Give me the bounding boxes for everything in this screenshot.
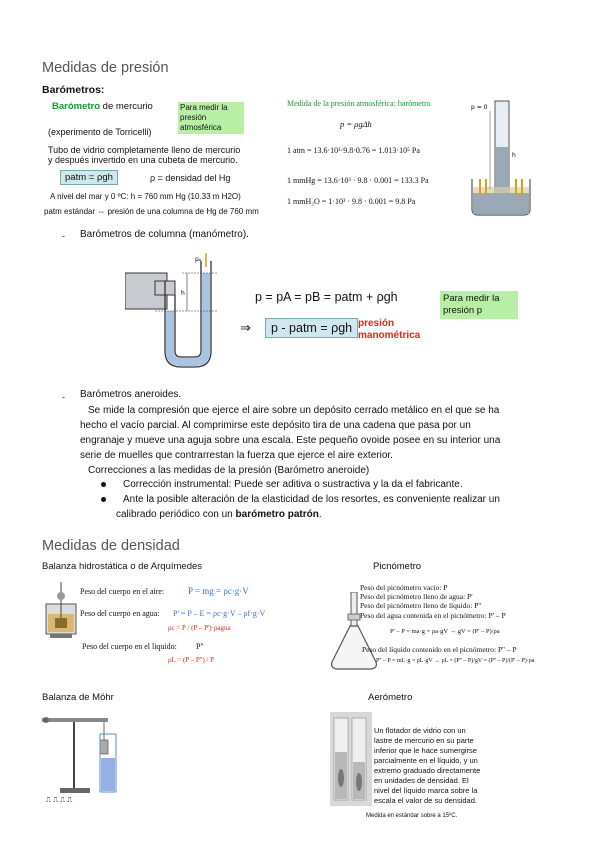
pycno-line-2: Peso del picnómetro lleno de agua: P': [360, 592, 473, 601]
fig-p0-label: p = 0: [471, 104, 488, 111]
formula-patm: patm = ρgh: [60, 170, 118, 185]
correction-2b: calibrado periódico con un barómetro patrón.: [116, 509, 322, 520]
mohr-figure: [40, 714, 130, 804]
water-weight-eq: P' = P – E = ρc·g·V – ρf·g·V: [173, 609, 266, 618]
aneroid-para-1: Se mide la compresión que ejerce el aire sobre un depósito cerrado metálico en el que se ha: [88, 405, 500, 416]
measure-eq-2: 1 atm = 13.6·10³·9.8·0.76 = 1.013·10⁵ Pa: [287, 146, 420, 155]
hydrostatic-figure: [44, 578, 80, 638]
dash-marker: -: [62, 231, 65, 241]
pycno-line-7: P'' – P = mL·g = ρL·gV → ρL = (P'' – P)/gV = (P'' – P)/(P' – P)·ρa: [376, 658, 535, 664]
manometer-eq-1: p = pA = pB = patm + ρgh: [255, 290, 398, 304]
patm-definition: patm estándar ⇔ presión de una columna de Hg de 760 mm: [44, 207, 259, 216]
correction-1: Corrección instrumental: Puede ser aditiva o sustractiva y la da el fabricante.: [123, 479, 463, 490]
aero-desc-line: extremo graduado directamente: [374, 766, 481, 775]
measure-eq-3: 1 mmHg = 13.6·10³ · 9.8 · 0.001 = 133.3 Pa: [287, 176, 429, 185]
measure-eq-4: 1 mmH₂O = 1·10³ · 9.8 · 0.001 = 9.8 Pa: [287, 197, 416, 206]
aerometer-label: Aerómetro: [368, 692, 413, 703]
aero-desc-line: lastre de mercurio en su parte: [374, 736, 474, 745]
pycno-line-6: Peso del líquido contenido en el picnómetro: P'' – P: [362, 645, 517, 654]
corrections-title: Correcciones a las medidas de la presión (Barómetro aneroide): [88, 465, 370, 476]
air-weight-eq: P = mg = ρc·g·V: [188, 586, 249, 596]
pycno-line-3: Peso del picnómetro lleno de líquido: P'': [360, 601, 482, 610]
section-title-density: Medidas de densidad: [42, 538, 180, 554]
manometric-pressure-label: presión manométrica: [358, 318, 421, 341]
liquid-weight-sym: P'': [196, 642, 204, 651]
density-body-formula: ρc = P / (P – P')·ρagua: [168, 624, 231, 632]
torricelli-heading: Barómetro de mercurio: [52, 101, 153, 112]
hydrostatic-label: Balanza hidrostática o de Arquímedes: [42, 561, 203, 572]
measure-title: Medida de la presión atmosférica: barómetro: [287, 99, 431, 108]
mohr-label: Balanza de Möhr: [42, 692, 114, 703]
aneroid-para-3: engranaje y mueve una aguja sobre una escala. Este pequeño ovoide posee en su interior una: [80, 435, 501, 446]
bullet-dot: [101, 482, 106, 487]
bullet-column-barometers: Barómetros de columna (manómetro).: [80, 229, 249, 240]
aerometer-figure: [330, 712, 372, 806]
fig-pa-label: pₐ: [195, 256, 202, 263]
barometers-label: Barómetros:: [42, 84, 105, 96]
pycnometer-label: Picnómetro: [373, 561, 422, 572]
manometer-eq-2: p - patm = ρgh: [265, 318, 358, 338]
aero-desc-line: Un flotador de vidrio con un: [374, 726, 466, 735]
aero-desc-line: nivel del líquido marca sobre la: [374, 786, 478, 795]
aero-desc-line: en unidades de densidad. El: [374, 776, 469, 785]
aero-desc-line: escala el valor de su densidad.: [374, 796, 477, 805]
bullet-aneroid-barometers: Barómetros aneroides.: [80, 389, 182, 400]
aerometer-desc: [374, 726, 480, 806]
fig-h-label: h: [512, 152, 516, 159]
air-weight-text: Peso del cuerpo en el aire:: [80, 587, 165, 596]
torricelli-desc-1: Tubo de vidrio completamente lleno de mercurio: [48, 145, 241, 155]
svg-text:⎍ ⎍ ⎍ ⎍: ⎍ ⎍ ⎍ ⎍: [46, 796, 73, 804]
water-weight-text: Peso del cuerpo en agua:: [80, 609, 160, 618]
sea-level-text: A nivel del mar y 0 ºC: h = 760 mm Hg (10.33 m H2O): [50, 192, 241, 201]
rho-definition: ρ = densidad del Hg: [150, 173, 231, 183]
aero-desc-line: parcialmente en el líquido, y un: [374, 756, 478, 765]
torricelli-figure: [468, 97, 534, 219]
liquid-weight-text: Peso del cuerpo en el liquido:: [82, 642, 177, 651]
pycno-line-5: P' – P = ma·g = ρa·gV → gV = (P' – P)/ρa: [390, 628, 500, 635]
note-measure-p: Para medir la presión p: [440, 291, 518, 319]
bullet-dot: [101, 497, 106, 502]
measure-eq-1: p = ρgΔh: [340, 119, 372, 129]
note-atmospheric: Para medir la presión atmosférica: [178, 102, 244, 134]
implies-arrow: ⇒: [240, 320, 251, 335]
aero-desc-line: inferior que le hace sumergirse: [374, 746, 477, 755]
density-liquid-formula: ρL = (P – P'') / P: [168, 656, 215, 664]
pycno-line-1: Peso del picnómetro vacío: P: [360, 583, 448, 592]
manometer-figure: [125, 253, 240, 375]
aneroid-para-4: serie de muelles que contrarrestan la fuerza que ejerce el aire exterior.: [80, 450, 393, 461]
correction-2a: Ante la posible alteración de la elasticidad de los resortes, es conveniente realizar un: [123, 494, 500, 505]
dash-marker-2: -: [62, 392, 65, 402]
fig-h2-label: h: [181, 290, 185, 297]
aneroid-para-2: hecho el vacío parcial. Al comprimirse este depósito tira de una cadena que pasa por un: [80, 420, 471, 431]
pycno-line-4: Peso del agua contenida en el picnómetro: P' – P: [360, 611, 506, 620]
section-title-pressure: Medidas de presión: [42, 60, 169, 76]
aerometer-caption: Medida en estándar sobre a 15ºC.: [366, 813, 458, 819]
torricelli-subtitle: (experimento de Torricelli): [48, 127, 152, 137]
torricelli-desc-2: y después invertido en una cubeta de mercurio.: [48, 155, 238, 165]
